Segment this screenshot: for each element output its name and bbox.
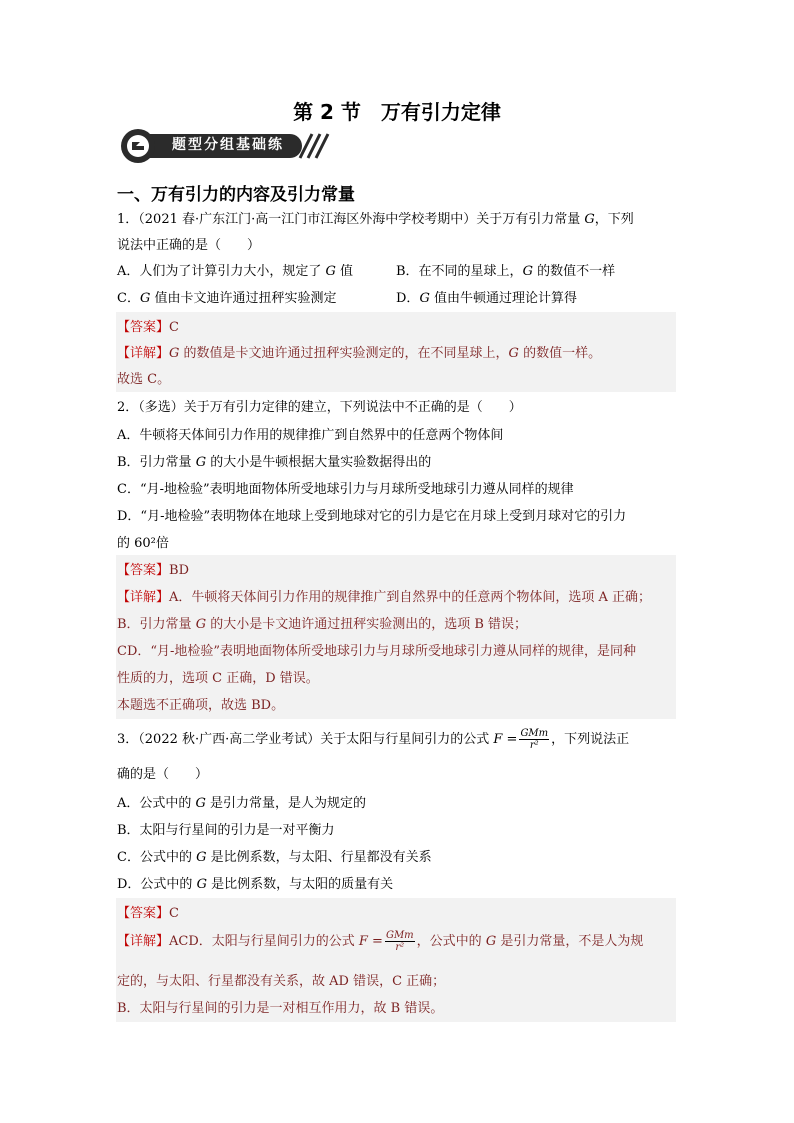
- q1-answer: 【答案】C: [117, 320, 179, 335]
- q2-option-b: B．引力常量 G 的大小是牛顿根据大量实验数据得出的: [117, 455, 432, 470]
- section-heading: 一、万有引力的内容及引力常量: [117, 185, 355, 205]
- page-title: 第 2 节 万有引力定律: [293, 100, 501, 124]
- formula-fraction: $\frac{\text{GMm}}{\text{r²}}$: [520, 728, 549, 751]
- q3-stem-line2: 确的是（ ）: [117, 767, 209, 782]
- q2-option-c: C．“月-地检验”表明地面物体所受地球引力与月球所受地球引力遵从同样的规律: [117, 482, 574, 497]
- q2-option-a: A．牛顿将天体间引力作用的规律推广到自然界中的任意两个物体间: [117, 428, 504, 443]
- q1-stem-line2: 说法中正确的是（ ）: [117, 238, 261, 253]
- q3-option-c: C．公式中的 G 是比例系数，与太阳、行星都没有关系: [117, 850, 432, 865]
- q2-option-d-line2: 的 60²倍: [117, 536, 169, 551]
- q3-answer: 【答案】C: [117, 906, 179, 921]
- q3-analysis-3: B．太阳与行星间的引力是一对相互作用力，故 B 错误。: [117, 1001, 444, 1016]
- q2-analysis-2: B．引力常量 G 的大小是卡文迪许通过扭秤实验测出的，选项 B 错误；: [117, 617, 528, 632]
- formula-fraction: $\frac{\text{GMm}}{\text{r²}}$: [385, 930, 414, 953]
- q1-option-b: B．在不同的星球上，G 的数值不一样: [396, 264, 616, 279]
- q2-option-d: D．“月-地检验”表明物体在地球上受到地球对它的引力是它在月球上受到月球对它的引力: [117, 509, 627, 524]
- q1-analysis-line2: 故选 C。: [117, 372, 171, 387]
- q1-option-a: A．人们为了计算引力大小，规定了 G 值: [117, 264, 354, 279]
- q2-stem: 2．（多选）关于万有引力定律的建立，下列说法中不正确的是（ ）: [117, 400, 522, 415]
- q1-option-d: D．G 值由牛顿通过理论计算得: [396, 291, 577, 306]
- q1-stem: 1．（2021 春·广东江门·高一江门市江海区外海中学校考期中）关于万有引力常量 G，下列: [117, 212, 634, 227]
- q3-option-d: D．公式中的 G 是比例系数，与太阳的质量有关: [117, 877, 394, 892]
- q3-option-a: A．公式中的 G 是引力常量，是人为规定的: [117, 796, 367, 811]
- q3-analysis-1: 【详解】ACD．太阳与行星间引力的公式 F = $\frac{\text{GMm}}{\text{r²}}$ ，公式中的 G 是引力常量，不是人为规: [117, 930, 644, 953]
- q3-analysis-2: 定的，与太阳、行星都没有关系，故 AD 错误，C 正确；: [117, 974, 446, 989]
- section-banner-label: 题型分组基础练: [172, 137, 284, 153]
- q2-answer: 【答案】BD: [117, 563, 189, 578]
- q2-analysis-5: 本题选不正确项，故选 BD。: [117, 698, 285, 713]
- q1-analysis: 【详解】G 的数值是卡文迪许通过扭秤实验测定的，在不同星球上，G 的数值一样。: [117, 346, 602, 361]
- q3-stem: 3．（2022 秋·广西·高二学业考试）关于太阳与行星间引力的公式 F = $\frac{\text{GMm}}{\text{r²}}$ ，下列说法正: [117, 728, 630, 751]
- q3-option-b: B．太阳与行星间的引力是一对平衡力: [117, 823, 335, 838]
- q2-analysis-3: CD．“月-地检验”表明地面物体所受地球引力与月球所受地球引力遵从同样的规律，是同种: [117, 644, 637, 659]
- q2-analysis-4: 性质的力，选项 C 正确，D 错误。: [117, 671, 319, 686]
- q2-analysis-1: 【详解】A．牛顿将天体间引力作用的规律推广到自然界中的任意两个物体间，选项 A 正确；: [117, 590, 652, 605]
- q1-option-c: C．G 值由卡文迪许通过扭秤实验测定: [117, 291, 337, 306]
